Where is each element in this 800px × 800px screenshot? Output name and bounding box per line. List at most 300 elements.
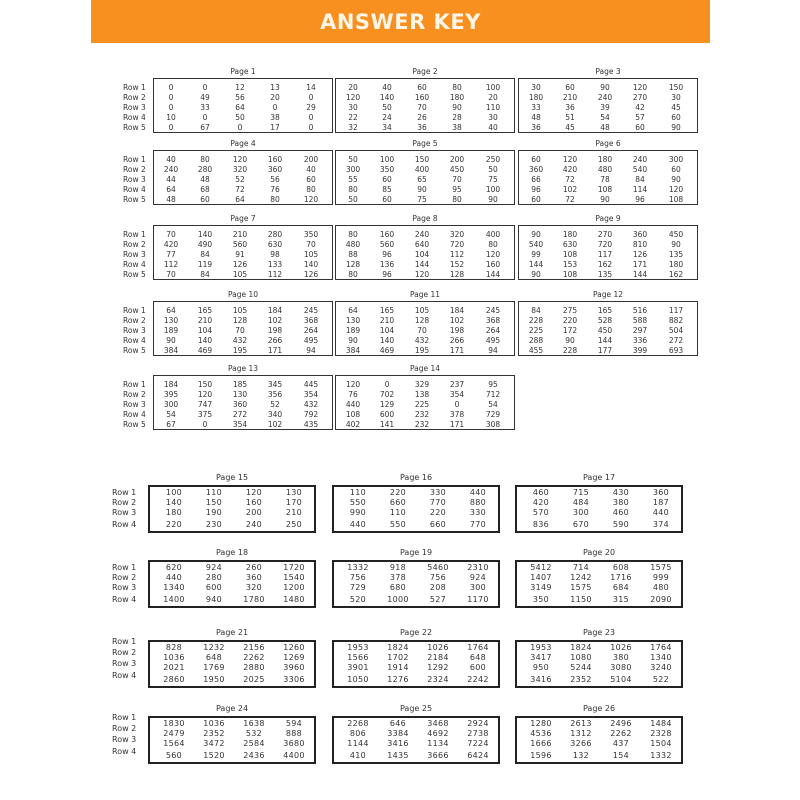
row-label: Row 1 [123,155,146,164]
table-cell: 85 [382,185,392,194]
table-cell: 39 [600,103,610,112]
table-cell: 33 [200,103,210,112]
table-cell: 250 [285,520,303,529]
table-cell: 90 [600,83,610,92]
table-cell: 90 [671,240,681,249]
row-label: Row 3 [123,400,146,409]
table-cell: 78 [600,175,610,184]
table-cell: 374 [652,520,670,529]
table-cell: 90 [166,336,176,345]
table-cell: 126 [232,260,248,269]
table-cell: 84 [531,306,541,315]
table-cell: 189 [163,326,179,335]
table-cell: 160 [245,498,263,507]
table-cell: 1435 [387,751,409,760]
table-cell: 60 [306,175,316,184]
table-cell: 460 [532,488,550,497]
row-label: Row 4 [123,336,146,345]
answer-table-page-6 [518,139,698,205]
table-cell: 110 [485,103,501,112]
table-cell: 432 [232,336,248,345]
row-label: Row 5 [123,195,146,204]
table-cell: 770 [469,520,487,529]
table-cell: 177 [597,346,613,355]
table-cell: 5104 [610,675,632,684]
table-cell: 0 [454,400,460,409]
table-title: Page 9 [595,214,621,223]
table-cell: 30 [671,93,681,102]
table-cell: 195 [232,346,248,355]
table-cell: 714 [572,563,590,572]
table-cell: 90 [671,175,681,184]
table-title: Page 8 [412,214,438,223]
answer-table-page-21 [112,628,316,688]
row-label: Row 2 [123,165,146,174]
table-cell: 270 [632,93,648,102]
table-cell: 2268 [347,719,369,728]
table-cell: 0 [168,83,174,92]
table-cell: 45 [565,123,575,132]
table-cell: 0 [308,123,314,132]
table-cell: 90 [488,195,498,204]
table-cell: 2924 [467,719,489,728]
table-cell: 272 [232,410,248,419]
table-cell: 50 [382,103,392,112]
table-cell: 14 [306,83,316,92]
table-cell: 280 [205,573,223,582]
table-cell: 165 [197,306,213,315]
table-cell: 50 [488,165,498,174]
answer-table-page-7 [123,214,333,280]
table-cell: 266 [449,336,465,345]
table-title: Page 2 [412,67,438,76]
table-cell: 918 [389,563,407,572]
table-cell: 630 [267,240,283,249]
table-cell: 5412 [530,563,552,572]
table-cell: 96 [382,250,392,259]
table-cell: 170 [285,498,303,507]
table-cell: 45 [671,103,681,112]
answer-table-page-25 [332,704,500,764]
table-cell: 400 [485,230,501,239]
table-cell: 56 [270,175,280,184]
table-cell: 32 [348,123,358,132]
table-cell: 100 [485,185,501,194]
table-cell: 105 [232,306,248,315]
table-cell: 30 [348,103,358,112]
table-cell: 135 [597,270,613,279]
table-cell: 67 [200,123,210,132]
table-cell: 2738 [467,729,489,738]
table-cell: 0 [272,103,278,112]
table-cell: 266 [267,336,283,345]
answer-table-page-19 [332,548,500,608]
table-cell: 5244 [570,663,592,672]
table-cell: 128 [414,316,430,325]
table-cell: 354 [232,420,248,429]
table-cell: 44 [166,175,176,184]
table-cell: 3666 [427,751,449,760]
table-cell: 200 [449,155,465,164]
table-cell: 110 [349,488,367,497]
table-cell: 3149 [530,583,552,592]
table-cell: 140 [303,260,319,269]
table-cell: 120 [245,488,263,497]
table-cell: 198 [449,326,465,335]
table-cell: 80 [488,240,498,249]
table-cell: 105 [303,250,319,259]
table-cell: 104 [379,326,395,335]
table-cell: 480 [597,165,613,174]
table-cell: 1769 [203,663,225,672]
table-cell: 532 [245,729,263,738]
table-cell: 2352 [570,675,592,684]
table-cell: 0 [202,113,208,122]
table-cell: 2328 [650,729,672,738]
table-cell: 187 [652,498,670,507]
table-cell: 999 [652,573,670,582]
table-cell: 2262 [610,729,632,738]
table-cell: 96 [635,195,645,204]
row-label: Row 1 [112,488,137,497]
row-label: Row 4 [123,260,146,269]
table-cell: 144 [597,336,613,345]
table-cell: 70 [417,103,427,112]
table-cell: 378 [449,410,465,419]
table-cell: 64 [348,306,358,315]
table-cell: 34 [382,123,392,132]
table-cell: 680 [389,583,407,592]
table-cell: 550 [349,498,367,507]
table-cell: 0 [168,93,174,102]
table-cell: 1269 [283,653,305,662]
table-cell: 300 [163,400,179,409]
table-cell: 90 [671,123,681,132]
table-title: Page 25 [399,704,433,713]
table-cell: 56 [235,93,245,102]
table-cell: 24 [382,113,392,122]
table-cell: 117 [597,250,613,259]
table-cell: 3417 [530,653,552,662]
table-cell: 430 [612,488,630,497]
table-cell: 140 [379,336,395,345]
table-cell: 60 [671,113,681,122]
table-cell: 245 [303,306,319,315]
table-cell: 144 [485,270,501,279]
table-cell: 356 [267,390,283,399]
table-cell: 630 [562,240,578,249]
table-cell: 20 [348,83,358,92]
table-cell: 80 [452,195,462,204]
table-cell: 48 [200,175,210,184]
table-cell: 153 [562,260,578,269]
table-cell: 240 [414,230,430,239]
table-cell: 132 [572,751,590,760]
table-cell: 180 [528,93,544,102]
table-cell: 1575 [570,583,592,592]
table-cell: 60 [635,123,645,132]
table-cell: 114 [632,185,648,194]
table-cell: 90 [348,336,358,345]
table-cell: 120 [562,155,578,164]
table-cell: 54 [166,410,176,419]
answer-key-header [91,0,710,43]
table-cell: 888 [285,729,303,738]
table-cell: 2584 [243,739,265,748]
table-cell: 225 [414,400,430,409]
table-cell: 110 [389,508,407,517]
table-cell: 0 [308,93,314,102]
table-cell: 70 [166,270,176,279]
table-title: Page 15 [215,473,249,482]
table-cell: 90 [531,270,541,279]
table-cell: 180 [449,93,465,102]
table-cell: 336 [632,336,648,345]
answer-table-page-23 [515,628,683,688]
table-cell: 360 [528,165,544,174]
table-cell: 1080 [570,653,592,662]
row-label: Row 2 [123,390,146,399]
table-cell: 1036 [203,719,225,728]
row-label: Row 5 [123,123,146,132]
table-cell: 112 [267,270,283,279]
table-cell: 1170 [467,595,489,604]
table-cell: 522 [652,675,670,684]
row-label: Row 5 [123,420,146,429]
table-cell: 1050 [347,675,369,684]
table-cell: 806 [349,729,367,738]
table-cell: 4692 [427,729,449,738]
table-cell: 350 [379,165,395,174]
table-cell: 67 [166,420,176,429]
table-cell: 140 [197,336,213,345]
table-cell: 329 [414,380,430,389]
table-cell: 220 [429,508,447,517]
table-cell: 1480 [283,595,305,604]
table-cell: 48 [600,123,610,132]
table-cell: 588 [632,316,648,325]
table-cell: 1824 [387,643,409,652]
table-cell: 128 [449,270,465,279]
table-cell: 1564 [163,739,185,748]
table-cell: 1596 [530,751,552,760]
answer-table-page-17 [515,473,683,533]
table-cell: 130 [232,390,248,399]
table-cell: 1830 [163,719,185,728]
row-label: Row 5 [123,270,146,279]
table-cell: 100 [379,155,395,164]
table-cell: 64 [166,185,176,194]
table-cell: 1504 [650,739,672,748]
table-cell: 144 [632,270,648,279]
row-label: Row 2 [123,93,146,102]
table-cell: 130 [285,488,303,497]
row-label: Row 1 [123,306,146,315]
table-cell: 84 [635,175,645,184]
table-cell: 76 [270,185,280,194]
table-cell: 410 [349,751,367,760]
row-label: Row 3 [123,175,146,184]
table-cell: 162 [668,270,684,279]
table-cell: 836 [532,520,550,529]
table-cell: 437 [612,739,630,748]
table-cell: 150 [414,155,430,164]
table-cell: 550 [389,520,407,529]
table-cell: 95 [452,185,462,194]
answer-table-page-22 [332,628,500,688]
table-title: Page 17 [582,473,616,482]
table-cell: 220 [165,520,183,529]
table-cell: 2156 [243,643,265,652]
table-cell: 360 [267,165,283,174]
table-cell: 40 [488,123,498,132]
table-cell: 184 [449,306,465,315]
table-cell: 1953 [347,643,369,652]
table-cell: 48 [166,195,176,204]
table-cell: 399 [632,346,648,355]
table-cell: 1312 [570,729,592,738]
table-cell: 80 [348,270,358,279]
row-label: Row 3 [112,583,137,592]
table-cell: 126 [303,270,319,279]
table-cell: 272 [668,336,684,345]
table-cell: 160 [379,230,395,239]
table-cell: 300 [469,583,487,592]
table-cell: 120 [414,270,430,279]
table-cell: 684 [612,583,630,592]
table-cell: 210 [562,93,578,102]
table-cell: 135 [668,250,684,259]
table-cell: 208 [429,583,447,592]
table-title: Page 19 [399,548,433,557]
table-cell: 2613 [570,719,592,728]
table-cell: 1242 [570,573,592,582]
table-cell: 220 [389,488,407,497]
table-cell: 40 [166,155,176,164]
table-cell: 378 [389,573,407,582]
table-cell: 702 [379,390,395,399]
table-cell: 40 [382,83,392,92]
table-cell: 1780 [243,595,265,604]
table-cell: 160 [485,260,501,269]
table-cell: 225 [528,326,544,335]
table-cell: 1764 [467,643,489,652]
table-cell: 210 [285,508,303,517]
table-cell: 280 [267,230,283,239]
row-label: Row 2 [123,240,146,249]
table-cell: 120 [197,390,213,399]
table-cell: 22 [348,113,358,122]
table-cell: 240 [597,93,613,102]
table-cell: 30 [531,83,541,92]
table-title: Page 4 [230,139,256,148]
row-label: Row 1 [123,83,146,92]
table-cell: 195 [414,346,430,355]
table-cell: 354 [303,390,319,399]
answer-table-page-13 [123,364,333,430]
table-cell: 220 [562,316,578,325]
row-label: Row 1 [123,380,146,389]
table-title: Page 18 [215,548,249,557]
table-cell: 646 [389,719,407,728]
table-cell: 300 [572,508,590,517]
table-cell: 469 [379,346,395,355]
table-cell: 60 [382,195,392,204]
table-cell: 10 [166,113,176,122]
table-cell: 1540 [283,573,305,582]
table-cell: 66 [531,175,541,184]
table-cell: 90 [452,103,462,112]
table-cell: 460 [612,508,630,517]
table-cell: 360 [632,230,648,239]
row-label: Row 2 [112,573,137,582]
table-cell: 445 [303,380,319,389]
table-cell: 138 [414,390,430,399]
table-cell: 120 [345,380,361,389]
table-cell: 1914 [387,663,409,672]
table-cell: 360 [652,488,670,497]
table-title: Page 7 [230,214,256,223]
table-cell: 308 [485,420,501,429]
table-cell: 1764 [650,643,672,652]
table-cell: 102 [267,420,283,429]
row-label: Row 3 [112,659,137,668]
table-cell: 60 [531,155,541,164]
table-cell: 180 [562,230,578,239]
table-cell: 264 [303,326,319,335]
table-cell: 594 [285,719,303,728]
table-cell: 120 [668,185,684,194]
table-cell: 1575 [650,563,672,572]
table-cell: 20 [270,93,280,102]
table-cell: 440 [469,488,487,497]
table-cell: 260 [245,563,263,572]
table-cell: 75 [488,175,498,184]
table-cell: 1280 [530,719,552,728]
table-cell: 150 [668,83,684,92]
table-cell: 80 [348,230,358,239]
row-label: Row 2 [112,648,137,657]
table-cell: 162 [597,260,613,269]
table-cell: 128 [232,316,248,325]
table-cell: 50 [348,195,358,204]
table-cell: 1332 [650,751,672,760]
table-cell: 528 [597,316,613,325]
table-cell: 1400 [163,595,185,604]
answer-table-page-5 [335,139,515,205]
table-cell: 450 [668,230,684,239]
table-cell: 200 [303,155,319,164]
table-cell: 600 [469,663,487,672]
table-cell: 320 [245,583,263,592]
table-title: Page 14 [409,364,441,373]
table-title: Page 13 [227,364,259,373]
table-cell: 520 [349,595,367,604]
table-cell: 440 [349,520,367,529]
table-cell: 75 [417,195,427,204]
table-cell: 70 [166,230,176,239]
table-cell: 320 [232,165,248,174]
table-cell: 3240 [650,663,672,672]
table-cell: 384 [163,346,179,355]
table-cell: 95 [488,380,498,389]
table-cell: 104 [197,326,213,335]
answer-table-page-24 [112,704,316,764]
table-cell: 1340 [650,653,672,662]
answer-table-page-4 [123,139,333,205]
table-cell: 60 [382,175,392,184]
table-cell: 70 [306,240,316,249]
